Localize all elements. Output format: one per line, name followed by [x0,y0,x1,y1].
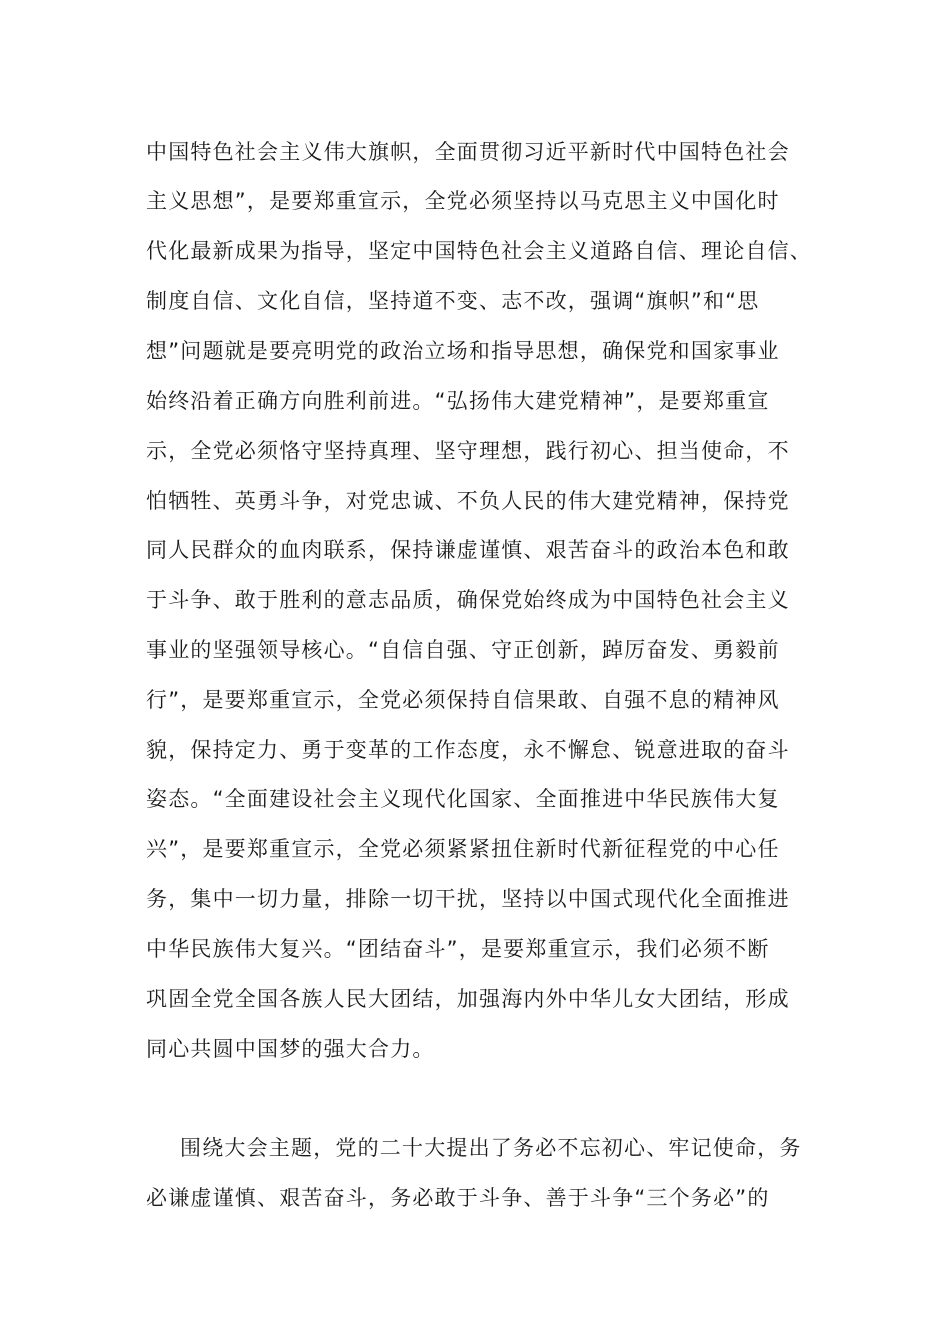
paragraph-1-line-4: 制度自信、文化自信，坚持道不变、志不改，强调“旗帜”和“思 [146,289,760,313]
paragraph-1-line-8: 怕牺牲、英勇斗争，对党忠诚、不负人民的伟大建党精神，保持党 [146,489,790,513]
paragraph-1-line-5: 想”问题就是要亮明党的政治立场和指导思想，确保党和国家事业 [146,339,780,363]
paragraph-1-line-2: 主义思想”，是要郑重宣示，全党必须坚持以马克思主义中国化时 [146,189,780,213]
paragraph-1-line-15: 兴”，是要郑重宣示，全党必须紧紧扭住新时代新征程党的中心任 [146,837,780,861]
paragraph-1-line-11: 事业的坚强领导核心。“自信自强、守正创新，踔厉奋发、勇毅前 [146,638,780,662]
paragraph-1-line-3: 代化最新成果为指导，坚定中国特色社会主义道路自信、理论自信、 [146,239,812,263]
paragraph-2-line-1: 围绕大会主题，党的二十大提出了务必不忘初心、牢记使命，务 [180,1136,802,1160]
paragraph-1-line-1: 中国特色社会主义伟大旗帜，全面贯彻习近平新时代中国特色社会 [146,140,790,164]
paragraph-1-line-9: 同人民群众的血肉联系，保持谦虚谨慎、艰苦奋斗的政治本色和敢 [146,538,790,562]
paragraph-1-line-10: 于斗争、敢于胜利的意志品质，确保党始终成为中国特色社会主义 [146,588,790,612]
paragraph-1-line-6: 始终沿着正确方向胜利前进。“弘扬伟大建党精神”，是要郑重宣 [146,389,770,413]
paragraph-1-line-13: 貌，保持定力、勇于变革的工作态度，永不懈怠、锐意进取的奋斗 [146,738,790,762]
paragraph-1-line-7: 示，全党必须恪守坚持真理、坚守理想，践行初心、担当使命，不 [146,439,790,463]
paragraph-1-line-16: 务，集中一切力量，排除一切干扰，坚持以中国式现代化全面推进 [146,887,790,911]
paragraph-2-line-2: 必谦虚谨慎、艰苦奋斗，务必敢于斗争、善于斗争“三个务必”的 [146,1186,770,1210]
paragraph-1-line-19: 同心共圆中国梦的强大合力。 [146,1037,435,1061]
paragraph-1-line-12: 行”，是要郑重宣示，全党必须保持自信果敢、自强不息的精神风 [146,688,780,712]
paragraph-1-line-14: 姿态。“全面建设社会主义现代化国家、全面推进中华民族伟大复 [146,787,780,811]
paragraph-1-line-18: 巩固全党全国各族人民大团结，加强海内外中华儿女大团结，形成 [146,987,790,1011]
paragraph-1-line-17: 中华民族伟大复兴。“团结奋斗”，是要郑重宣示，我们必须不断 [146,937,770,961]
